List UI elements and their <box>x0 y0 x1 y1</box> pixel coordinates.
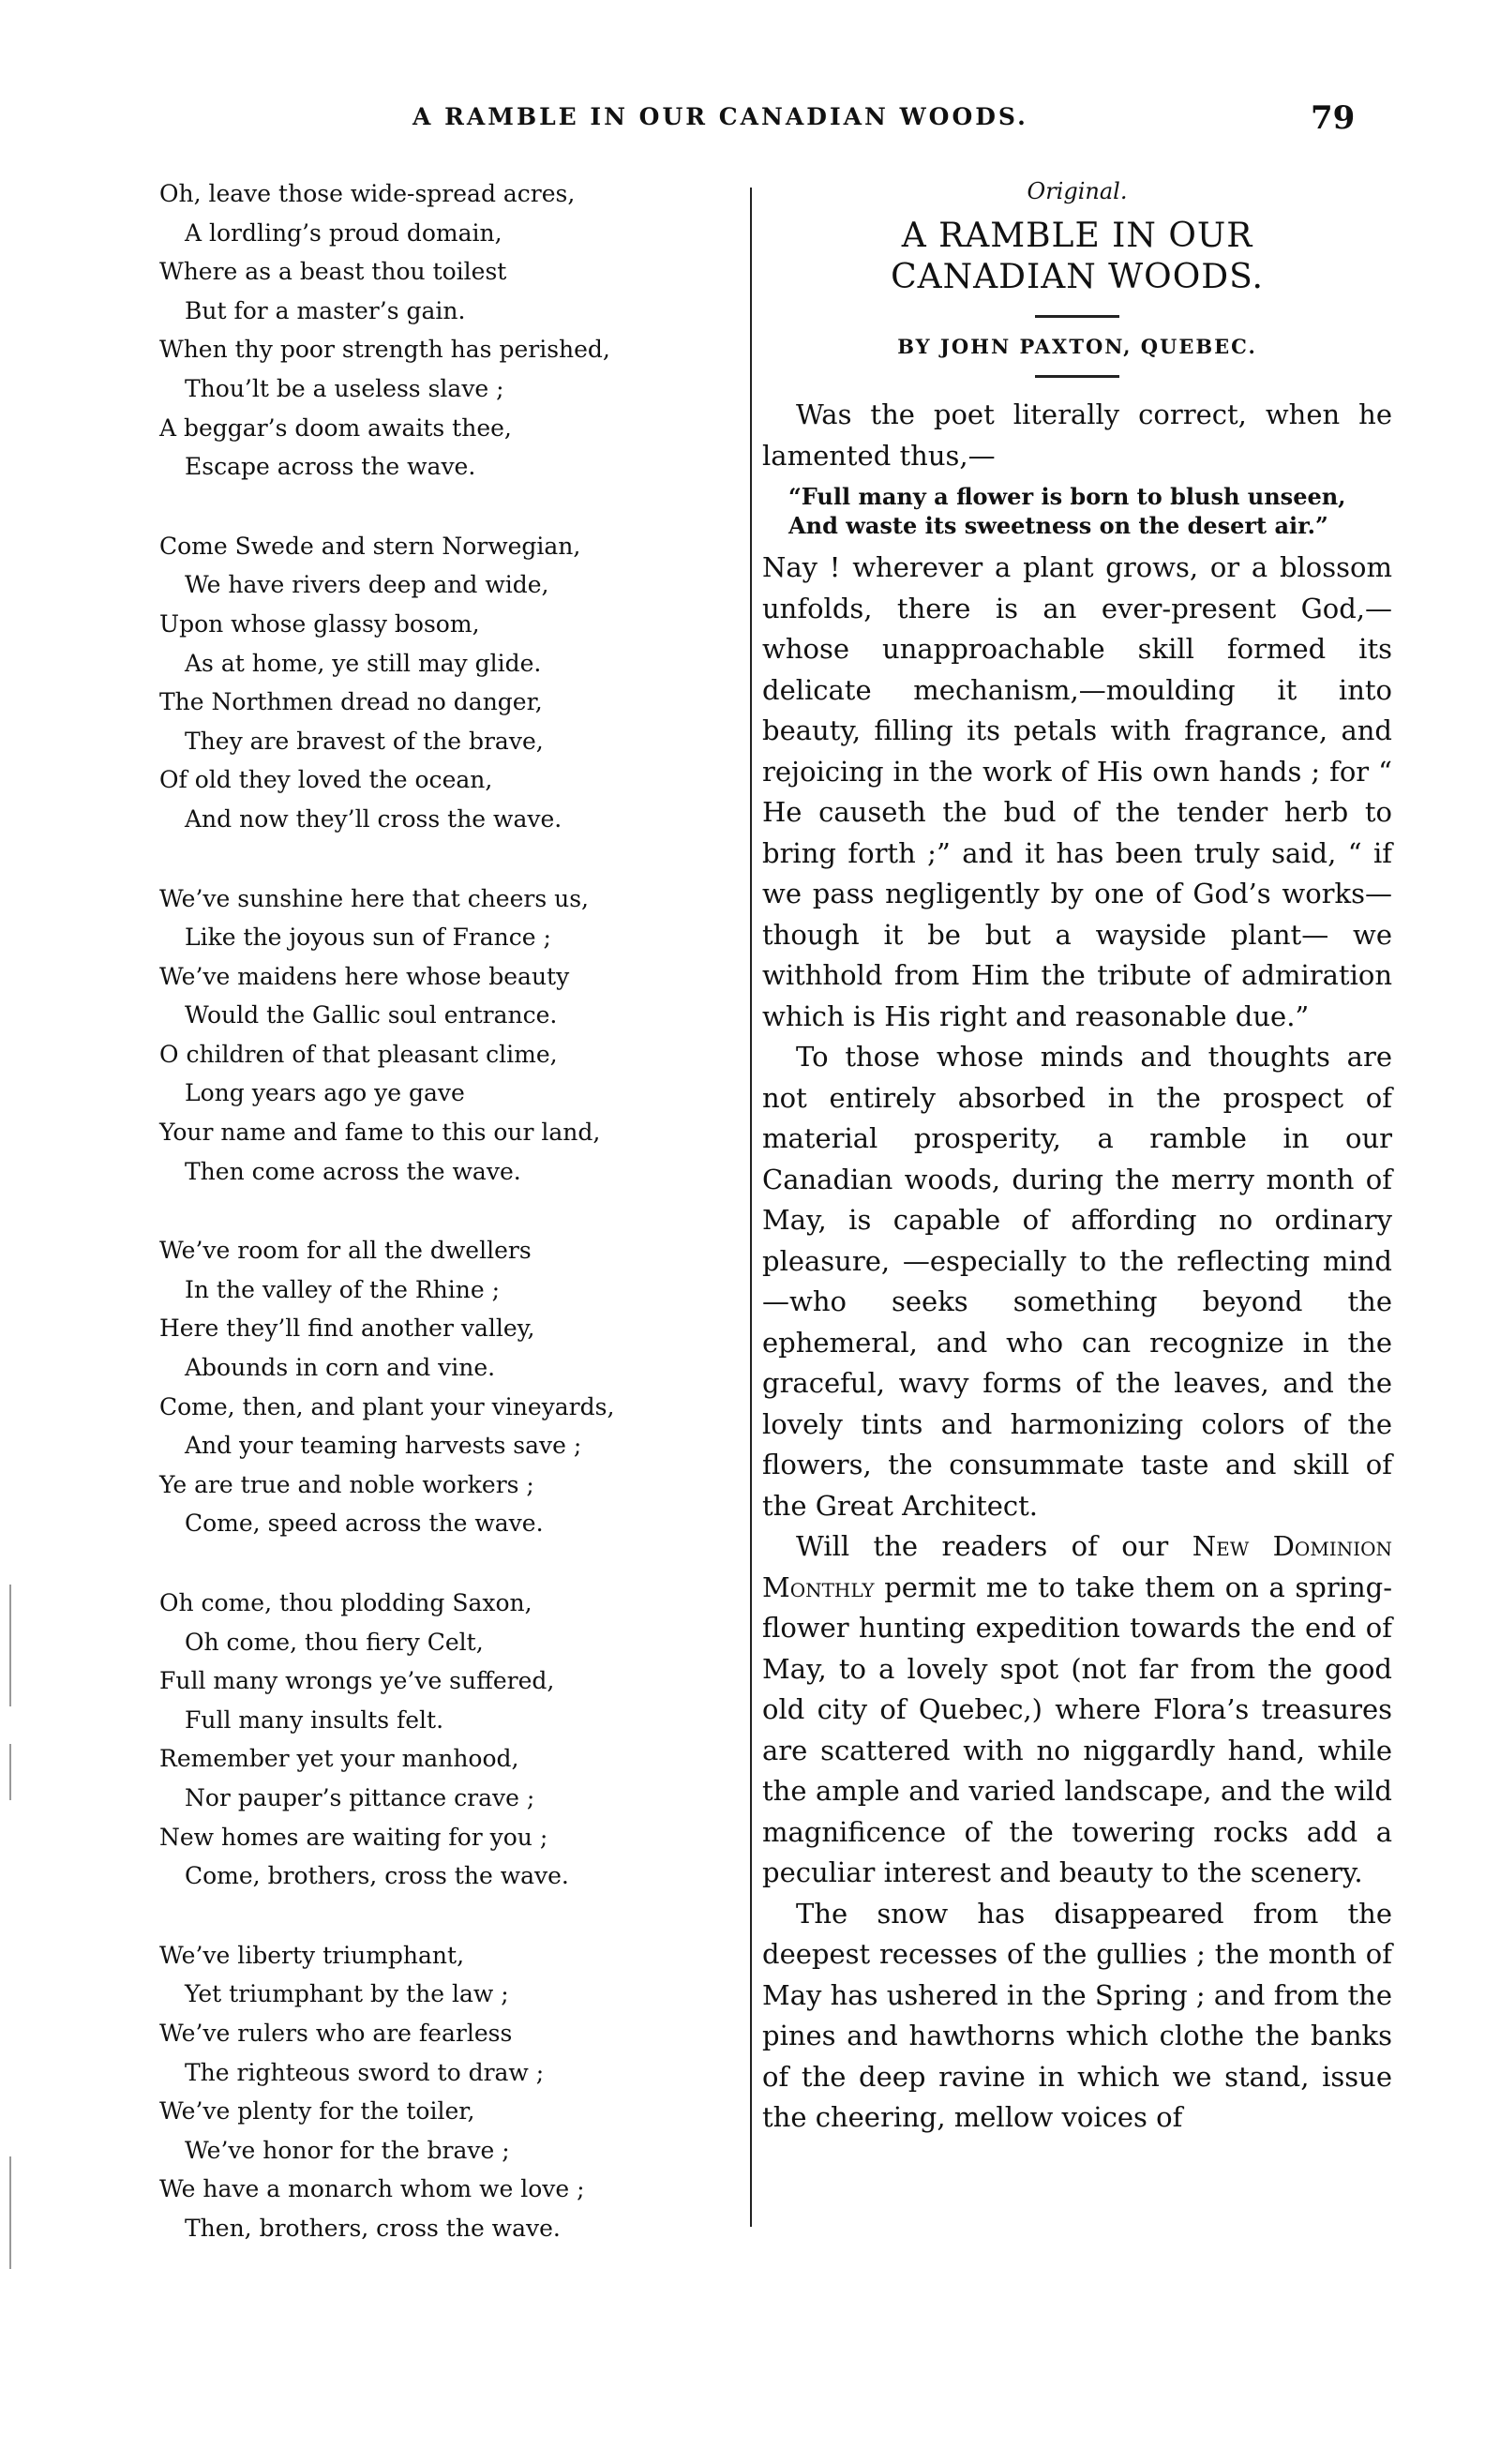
original-label: Original. <box>1027 178 1128 204</box>
verse-line: Full many wrongs ye’ve suffered, <box>159 1667 555 1695</box>
verse-line: Here they’ll find another valley, <box>159 1315 535 1343</box>
verse-line: Full many insults felt. <box>185 1705 444 1734</box>
verse-line: Long years ago ye gave <box>185 1079 465 1107</box>
verse-line: In the valley of the Rhine ; <box>185 1275 501 1303</box>
verse-line: Upon whose glassy bosom, <box>159 609 480 638</box>
title-rule <box>1035 315 1119 318</box>
verse-line: We have rivers deep and wide, <box>185 571 549 599</box>
verse-line: Oh, leave those wide-spread acres, <box>159 180 576 207</box>
poem-stanza <box>159 527 684 839</box>
poem-stanza <box>159 1936 684 2248</box>
poem-column <box>159 174 684 2289</box>
verse-line: Where as a beast thou toilest <box>159 258 507 286</box>
byline: BY JOHN PAXTON, QUEBEC. <box>897 335 1257 358</box>
poem-stanza <box>159 1584 684 1896</box>
verse-line: As at home, ye still may glide. <box>185 649 542 677</box>
verse-line: Come, then, and plant your vineyards, <box>159 1392 615 1420</box>
article-paragraph: The snow has disappeared from the deepest recesses of the gullies ; the month of May has ushered in the Spring ; and from the pines and hawthorns which clothe the banks of the deep ravine in which we stand, issue the cheering, mellow voices of <box>762 1897 1392 2133</box>
verse-line: They are bravest of the brave, <box>185 727 544 755</box>
verse-line: We’ve liberty triumphant, <box>159 1941 465 1969</box>
byline-rule <box>1035 375 1119 378</box>
verse-line: We have a monarch whom we love ; <box>159 2175 585 2203</box>
verse-line: When thy poor strength has perished, <box>159 336 610 364</box>
verse-line: New homes are waiting for you ; <box>159 1823 548 1851</box>
poem-stanza <box>159 1231 684 1543</box>
verse-line: Come, speed across the wave. <box>185 1510 544 1538</box>
running-header-title: A RAMBLE IN OUR CANADIAN WOODS. <box>412 103 1028 130</box>
verse-line: Come Swede and stern Norwegian, <box>159 532 581 560</box>
verse-line: But for a master’s gain. <box>185 296 466 324</box>
verse-line: Thou’lt be a useless slave ; <box>185 374 504 402</box>
article-title: A RAMBLE IN OUR CANADIAN WOODS. <box>891 217 1264 296</box>
verse-line: And now they’ll cross the wave. <box>185 804 562 833</box>
verse-line: We’ve sunshine here that cheers us, <box>159 884 589 912</box>
verse-line: Remember yet your manhood, <box>159 1745 519 1773</box>
column-divider <box>750 188 752 2227</box>
verse-line: We’ve room for all the dwellers <box>159 1237 532 1265</box>
verse-line: Ye are true and noble workers ; <box>159 1470 534 1498</box>
verse-line: Then, brothers, cross the wave. <box>185 2214 561 2242</box>
verse-line: We’ve rulers who are fearless <box>159 2019 513 2047</box>
verse-line: Oh come, thou fiery Celt, <box>185 1628 484 1656</box>
verse-line: O children of that pleasant clime, <box>159 1040 558 1068</box>
block-quote <box>762 482 1392 540</box>
verse-line: Come, brothers, cross the wave. <box>185 1862 569 1890</box>
article-column <box>762 178 1392 2139</box>
verse-line: And your teaming harvests save ; <box>185 1432 582 1460</box>
article-paragraph: To those whose minds and thoughts are not entirely absorbed in the prospect of material prosperity, a ramble in our Canadian woods, during the merry month of May, is capable of affording no ordinary pleasure, —especially to the reflecting mind—who seeks something beyond the ephemeral, and who can recognize in the graceful, wavy forms of the leaves, and the lovely tints and harmonizing colors of the flowers, the consummate taste and skill of the Great Architect. <box>762 1041 1392 1522</box>
article-paragraph: Nay ! wherever a plant grows, or a blossom unfolds, there is an ever-present God,— whose unapproachable skill formed its delicate mechanism,—moulding it into beauty, filling its petals with fragrance, and rejoicing in the work of His own hands ; for “ He causeth the bud of the tender herb to bring forth ;” and it has been truly said, “ if we pass negligently by one of God’s works—though it be but a wayside plant— we withhold from Him the tribute of admiration which is His right and reasonable due.” <box>762 551 1392 1032</box>
magazine-name: New Dominion Monthly <box>762 1530 1392 1603</box>
page-number: 79 <box>1311 99 1356 137</box>
verse-line: Nor pauper’s pittance crave ; <box>185 1783 535 1811</box>
paragraph-text: permit me to take them on a spring-flower hunting expedition towards the end of May, to a lovely spot (not far from the good old city of Quebec,) where Flora’s treasures are scattered with no niggardly hand, while the ample and varied landscape, and the wild magnificence of the towering rocks add a peculiar interest and beauty to the scenery. <box>762 1570 1392 1888</box>
verse-line: The Northmen dread no danger, <box>159 688 543 716</box>
verse-line: Like the joyous sun of France ; <box>185 924 551 952</box>
quote-line: And waste its sweetness on the desert air.” <box>788 512 1328 539</box>
verse-line: Of old they loved the ocean, <box>159 766 493 794</box>
verse-line: The righteous sword to draw ; <box>185 2058 545 2086</box>
margin-mark <box>9 1585 11 1706</box>
quote-line: “Full many a flower is born to blush unseen, <box>788 483 1346 510</box>
verse-line: We’ve plenty for the toiler, <box>159 2097 475 2126</box>
margin-mark <box>9 1744 11 1800</box>
article-paragraph <box>762 1526 1392 1894</box>
verse-line: A beggar’s doom awaits thee, <box>159 413 512 442</box>
verse-line: Yet triumphant by the law ; <box>185 1980 509 2008</box>
poem-stanza <box>159 174 684 487</box>
verse-line: A lordling’s proud domain, <box>185 218 502 247</box>
verse-line: Your name and fame to this our land, <box>159 1119 601 1147</box>
verse-line: We’ve maidens here whose beauty <box>159 962 570 990</box>
article-paragraph: Was the poet literally correct, when he lamented thus,— <box>762 398 1392 472</box>
paragraph-text: Will the readers of our <box>796 1530 1192 1562</box>
poem-stanza <box>159 879 684 1192</box>
margin-mark <box>9 2156 11 2269</box>
verse-line: Then come across the wave. <box>185 1157 521 1185</box>
verse-line: Escape across the wave. <box>185 453 476 481</box>
verse-line: We’ve honor for the brave ; <box>185 2136 510 2164</box>
verse-line: Oh come, thou plodding Saxon, <box>159 1589 532 1616</box>
verse-line: Would the Gallic soul entrance. <box>185 1001 558 1029</box>
verse-line: Abounds in corn and vine. <box>185 1354 496 1382</box>
